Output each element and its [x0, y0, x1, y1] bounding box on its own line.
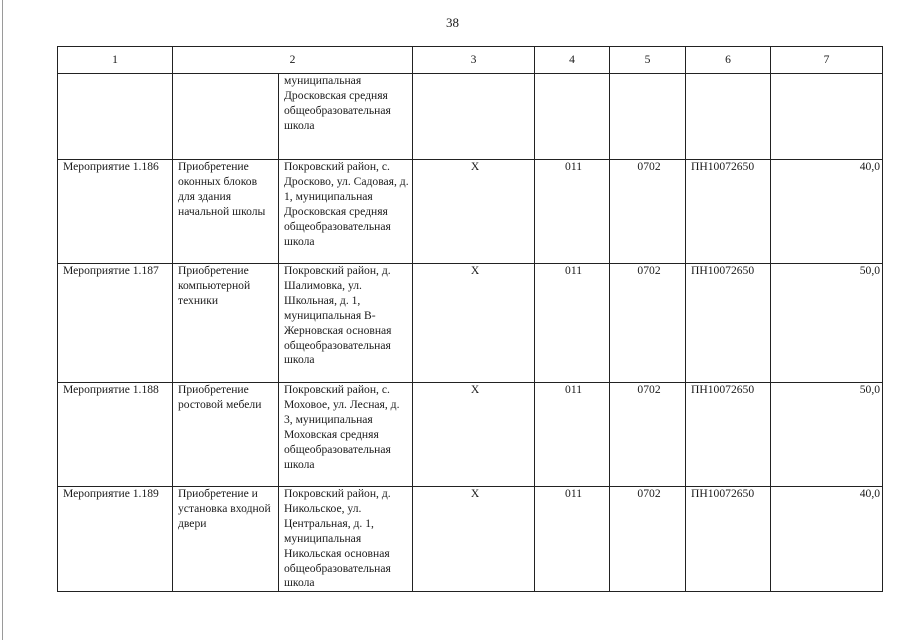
- cell-col3: Х: [413, 160, 535, 264]
- cell-col4: 011: [535, 487, 610, 592]
- header-cell-6: 6: [686, 47, 771, 74]
- cell-col3: Х: [413, 264, 535, 383]
- cell-event: Мероприятие 1.186: [58, 160, 173, 264]
- table-row: [58, 264, 883, 383]
- cell-location: Покровский район, д. Никольское, ул. Центральная, д. 1, муниципальная Никольская основная общеобразовательная школа: [279, 487, 413, 592]
- cell-name: Приобретение ростовой мебели: [173, 383, 279, 487]
- cell-col5: 0702: [610, 160, 686, 264]
- cell-location: муниципальная Дросковская средняя общеобразовательная школа: [279, 74, 413, 160]
- cell-col6: ПН10072650: [686, 264, 771, 383]
- cell-location: Покровский район, д. Шалимовка, ул. Школьная, д. 1, муниципальная В-Жерновская основная общеобразовательная школа: [279, 264, 413, 383]
- cell-col7: 40,0: [771, 487, 883, 592]
- cell-col5: [610, 74, 686, 160]
- budget-table: [57, 46, 883, 592]
- cell-col5: 0702: [610, 264, 686, 383]
- cell-col4: 011: [535, 160, 610, 264]
- header-row: [58, 47, 883, 74]
- cell-col6: ПН10072650: [686, 383, 771, 487]
- cell-event: Мероприятие 1.189: [58, 487, 173, 592]
- cell-col7: 40,0: [771, 160, 883, 264]
- table-row: [58, 160, 883, 264]
- cell-col4: 011: [535, 264, 610, 383]
- cell-col7: [771, 74, 883, 160]
- cell-col4: 011: [535, 383, 610, 487]
- cell-col6: ПН10072650: [686, 160, 771, 264]
- cell-col7: 50,0: [771, 383, 883, 487]
- table-row: [58, 487, 883, 592]
- cell-col5: 0702: [610, 487, 686, 592]
- cell-name: [173, 74, 279, 160]
- header-cell-7: 7: [771, 47, 883, 74]
- table-row: [58, 383, 883, 487]
- header-cell-1: 1: [58, 47, 173, 74]
- page-number: 38: [446, 15, 459, 30]
- continuation-row: [58, 74, 883, 160]
- cell-col6: ПН10072650: [686, 487, 771, 592]
- cell-event: [58, 74, 173, 160]
- cell-location: Покровский район, с. Моховое, ул. Лесная, д. 3, муниципальная Моховская средняя общеобразовательная школа: [279, 383, 413, 487]
- header-cell-3: 3: [413, 47, 535, 74]
- cell-col3: [413, 74, 535, 160]
- header-cell-2: 2: [173, 47, 413, 74]
- header-cell-4: 4: [535, 47, 610, 74]
- cell-col6: [686, 74, 771, 160]
- header-cell-5: 5: [610, 47, 686, 74]
- cell-name: Приобретение и установка входной двери: [173, 487, 279, 592]
- cell-event: Мероприятие 1.187: [58, 264, 173, 383]
- cell-col4: [535, 74, 610, 160]
- page-edge-line: [2, 0, 3, 640]
- cell-col3: Х: [413, 487, 535, 592]
- cell-name: Приобретение компьютерной техники: [173, 264, 279, 383]
- cell-name: Приобретение оконных блоков для здания начальной школы: [173, 160, 279, 264]
- cell-col3: Х: [413, 383, 535, 487]
- cell-col5: 0702: [610, 383, 686, 487]
- cell-location: Покровский район, с. Дросково, ул. Садовая, д. 1, муниципальная Дросковская средняя общеобразовательная школа: [279, 160, 413, 264]
- cell-event: Мероприятие 1.188: [58, 383, 173, 487]
- cell-col7: 50,0: [771, 264, 883, 383]
